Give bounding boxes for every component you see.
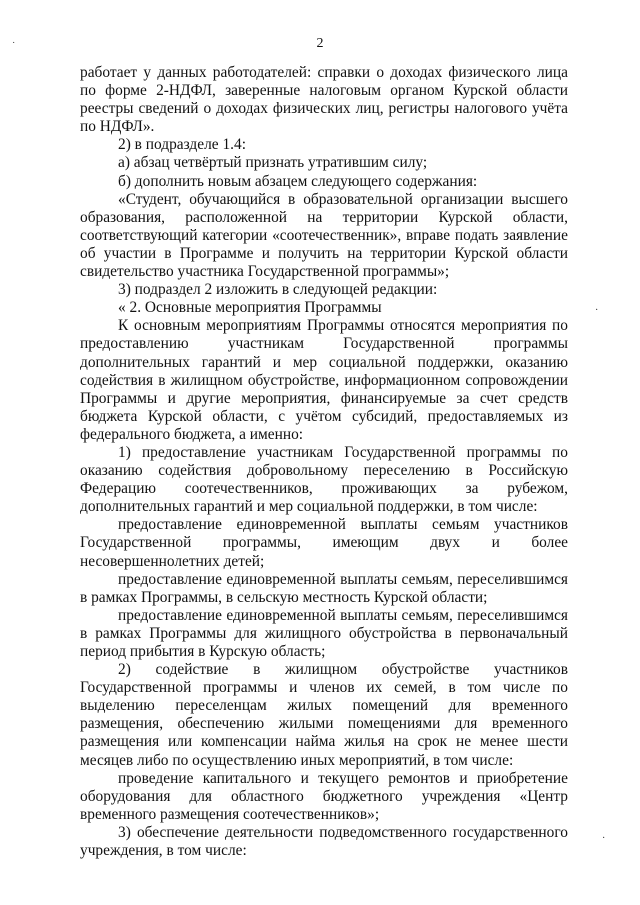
paragraph-payment-children: предоставление единовременной выплаты семьям участников Государственной программы, имеющим двух и более несовершеннолетних детей; (80, 516, 568, 570)
paragraph-measure-1: 1) предоставление участникам Государственной программы по оказанию содействия добровольному переселению в Российскую Федерацию соотечественников, проживающих за рубежом, дополнительных гарантий и мер социальной поддержки, в том числе: (80, 443, 568, 516)
paragraph-payment-housing: предоставление единовременной выплаты семьям, переселившимся в рамках Программы для жилищного обустройства в первоначальный период прибытия в Курскую область; (80, 606, 568, 660)
section-heading: « 2. Основные мероприятия Программы (118, 299, 382, 317)
paragraph-payment-rural: предоставление единовременной выплаты семьям, переселившимся в рамках Программы, в сельскую местность Курской области; (80, 570, 568, 606)
paragraph-continuation: работает у данных работодателей: справки о доходах физического лица по форме 2-НДФЛ, заверенные налоговым органом Курской области реестры сведений о доходах физических лиц, регистры налогового учёта по НДФЛ». (80, 64, 568, 136)
paragraph-item-2a: а) абзац четвёртый признать утратившим силу; (118, 154, 428, 172)
paragraph-repairs: проведение капитального и текущего ремонтов и приобретение оборудования для областного бюджетного учреждения «Центр временного размещения соотечественников»; (80, 769, 568, 823)
scan-speck-mark: ˙ (12, 41, 16, 52)
paragraph-main-measures: К основным мероприятиям Программы относятся мероприятия по предоставлению участникам Государственной программы дополнительных гарантий и мер социальной поддержки, оказанию содействия в жилищном обустройстве, информационном сопровождении Программы и другие мероприятия, финансируемые за счет средств бюджета Курской области, с учётом субсидий, предоставляемых из федерального бюджета, а именно: (80, 317, 568, 443)
paragraph-student-quote: «Студент, обучающийся в образовательной организации высшего образования, расположенной на территории Курской области, соответствующий категории «соотечественник», вправе подать заявление об участии в Программе и получить на территории Курской области свидетельство участника Государственной программы»; (80, 190, 568, 281)
scan-speck-mark: · (602, 833, 606, 844)
page-number: 2 (316, 36, 324, 51)
paragraph-item-3: 3) подраздел 2 изложить в следующей редакции: (118, 281, 438, 299)
paragraph-item-2: 2) в подразделе 1.4: (118, 136, 246, 154)
paragraph-measure-2: 2) содействие в жилищном обустройстве участников Государственной программы и членов их семей, в том числе по выделению переселенцам жилых помещений для временного размещения, обеспечению жилыми помещениями для временного размещения или компенсации найма жилья на срок не менее шести месяцев либо по осуществлению иных мероприятий, в том числе: (80, 661, 568, 769)
scan-speck-mark: · (595, 305, 599, 316)
paragraph-item-2b: б) дополнить новым абзацем следующего содержания: (118, 172, 478, 190)
paragraph-measure-3: 3) обеспечение деятельности подведомственного государственного учреждения, в том числе: (80, 823, 568, 860)
document-body (80, 64, 568, 860)
